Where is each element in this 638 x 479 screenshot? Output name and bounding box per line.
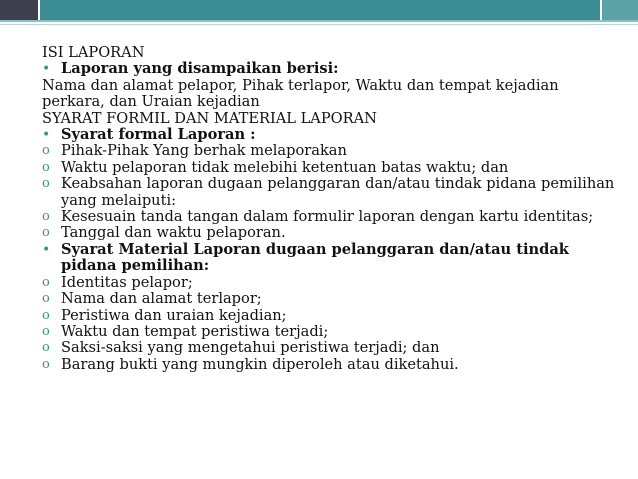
bullet-circle-icon: o — [42, 340, 50, 356]
line-text: Waktu pelaporan tidak melebihi ketentuan batas waktu; dan — [61, 158, 509, 176]
sub-bullet-line — [42, 143, 622, 159]
bullet-dot-icon: • — [42, 241, 51, 258]
sub-bullet-line — [42, 340, 622, 356]
header-segment — [40, 0, 600, 20]
bullet-circle-icon: o — [42, 225, 50, 241]
sub-bullet-line — [42, 209, 622, 225]
line-text: Pihak-Pihak Yang berhak melaporakan — [61, 142, 347, 160]
bullet-circle-icon: o — [42, 356, 50, 372]
line-text: Laporan yang disampaikan berisi: — [61, 60, 339, 78]
header-rule — [0, 20, 638, 22]
bullet-line — [42, 242, 622, 275]
line-text: Nama dan alamat terlapor; — [61, 290, 262, 308]
sub-bullet-line — [42, 160, 622, 176]
slide-body — [42, 45, 622, 373]
plain-line — [42, 78, 622, 111]
sub-bullet-line — [42, 357, 622, 373]
line-text: Syarat Material Laporan dugaan pelanggaran dan/atau tindak pidana pemilihan: — [61, 240, 569, 275]
sub-bullet-line — [42, 308, 622, 324]
sub-bullet-line — [42, 225, 622, 241]
slide-header-bar — [0, 0, 638, 20]
bullet-circle-icon: o — [42, 274, 50, 290]
bullet-line — [42, 127, 622, 143]
plain-line — [42, 45, 622, 61]
plain-line — [42, 111, 622, 127]
sub-bullet-line — [42, 275, 622, 291]
bullet-circle-icon: o — [42, 323, 50, 339]
line-text: Syarat formal Laporan : — [61, 126, 256, 144]
line-text: Barang bukti yang mungkin diperoleh atau diketahui. — [61, 355, 459, 373]
header-segment — [0, 0, 38, 20]
bullet-dot-icon: • — [42, 127, 51, 144]
bullet-circle-icon: o — [42, 159, 50, 175]
line-text: Keabsahan laporan dugaan pelanggaran dan/atau tindak pidana pemilihan yang melaiputi: — [61, 175, 615, 209]
sub-bullet-line — [42, 176, 622, 209]
line-text: Peristiwa dan uraian kejadian; — [61, 306, 287, 324]
bullet-circle-icon: o — [42, 291, 50, 307]
bullet-circle-icon: o — [42, 143, 50, 159]
line-text: Nama dan alamat pelapor, Pihak terlapor, Waktu dan tempat kejadian perkara, dan Uraian kejadian — [42, 76, 559, 111]
bullet-line — [42, 61, 622, 77]
bullet-circle-icon: o — [42, 307, 50, 323]
line-text: Waktu dan tempat peristiwa terjadi; — [61, 322, 329, 340]
line-text: Kesesuain tanda tangan dalam formulir laporan dengan kartu identitas; — [61, 208, 594, 226]
line-text: Tanggal dan waktu pelaporan. — [61, 224, 286, 242]
bullet-circle-icon: o — [42, 176, 50, 192]
sub-bullet-line — [42, 291, 622, 307]
line-text: SYARAT FORMIL DAN MATERIAL LAPORAN — [42, 109, 377, 127]
sub-bullet-line — [42, 324, 622, 340]
line-text: ISI LAPORAN — [42, 44, 145, 61]
header-segment — [602, 0, 638, 20]
bullet-dot-icon: • — [42, 61, 51, 78]
line-text: Saksi-saksi yang mengetahui peristiwa terjadi; dan — [61, 339, 440, 357]
line-text: Identitas pelapor; — [61, 273, 193, 291]
bullet-circle-icon: o — [42, 209, 50, 225]
header-rule-thin — [0, 24, 638, 25]
